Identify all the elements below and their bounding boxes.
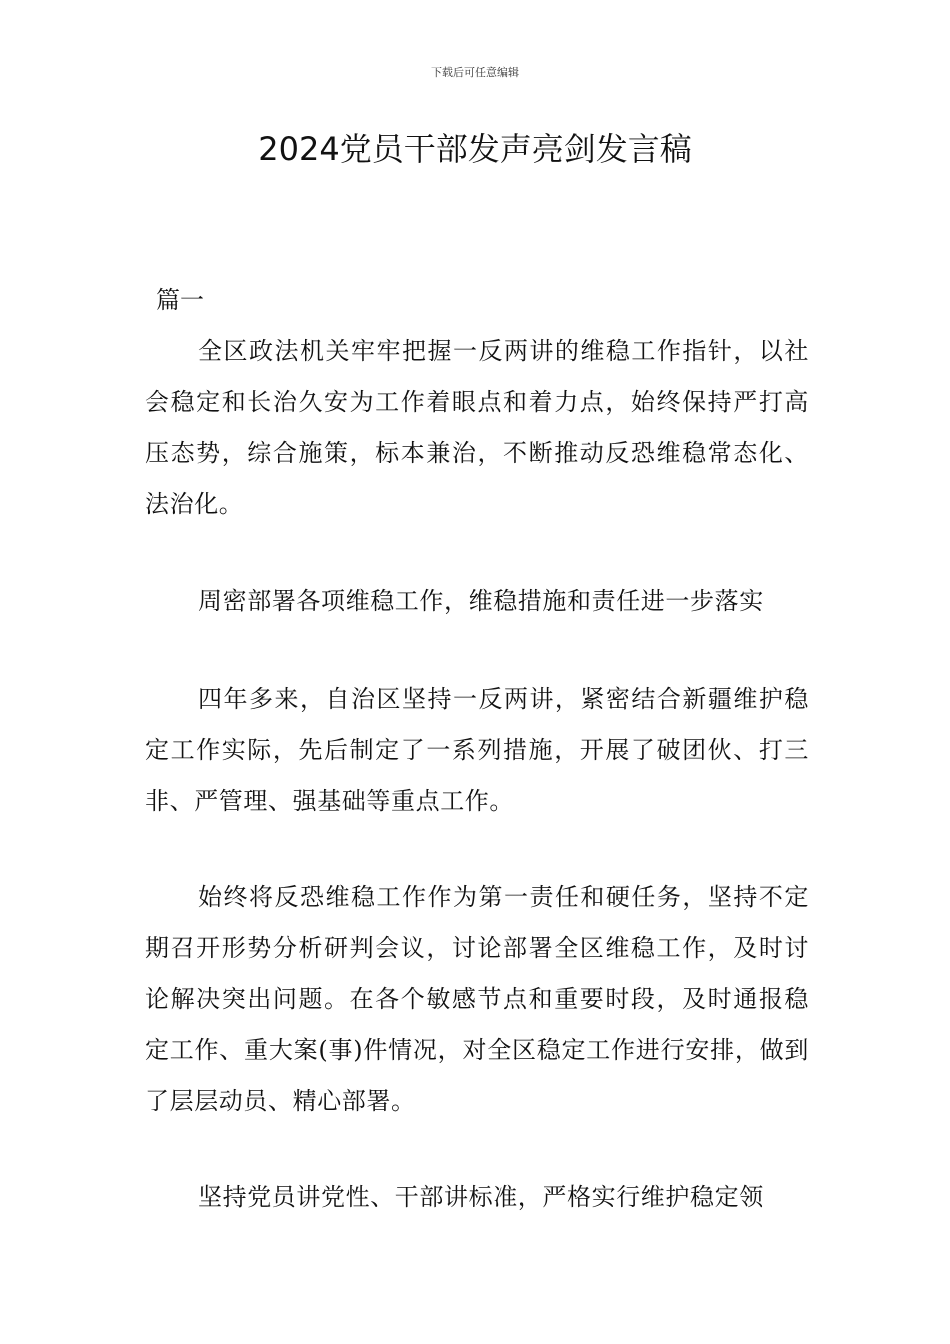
header-note: 下载后可任意编辑 [431,66,519,79]
paragraph-2: 周密部署各项维稳工作，维稳措施和责任进一步落实 [198,587,764,615]
paragraph-1: 全区政法机关牢牢把握一反两讲的维稳工作指针，以社会稳定和长治久安为工作着眼点和着力点，始终保持严打高压态势，综合施策，标本兼治，不断推动反恐维稳常态化、法治化。 [145,337,809,518]
document-title: 2024党员干部发声亮剑发言稿 [258,130,692,168]
paragraph-3: 四年多来，自治区坚持一反两讲，紧密结合新疆维护稳定工作实际，先后制定了一系列措施，开展了破团伙、打三非、严管理、强基础等重点工作。 [145,685,809,815]
paragraph-5: 坚持党员讲党性、干部讲标准，严格实行维护稳定领 [198,1183,764,1211]
section-label: 篇一 [156,286,204,314]
paragraph-4: 始终将反恐维稳工作作为第一责任和硬任务，坚持不定期召开形势分析研判会议，讨论部署全区维稳工作，及时讨论解决突出问题。在各个敏感节点和重要时段，及时通报稳定工作、重大案(事)件情况，对全区稳定工作进行安排，做到了层层动员、精心部署。 [145,883,809,1115]
